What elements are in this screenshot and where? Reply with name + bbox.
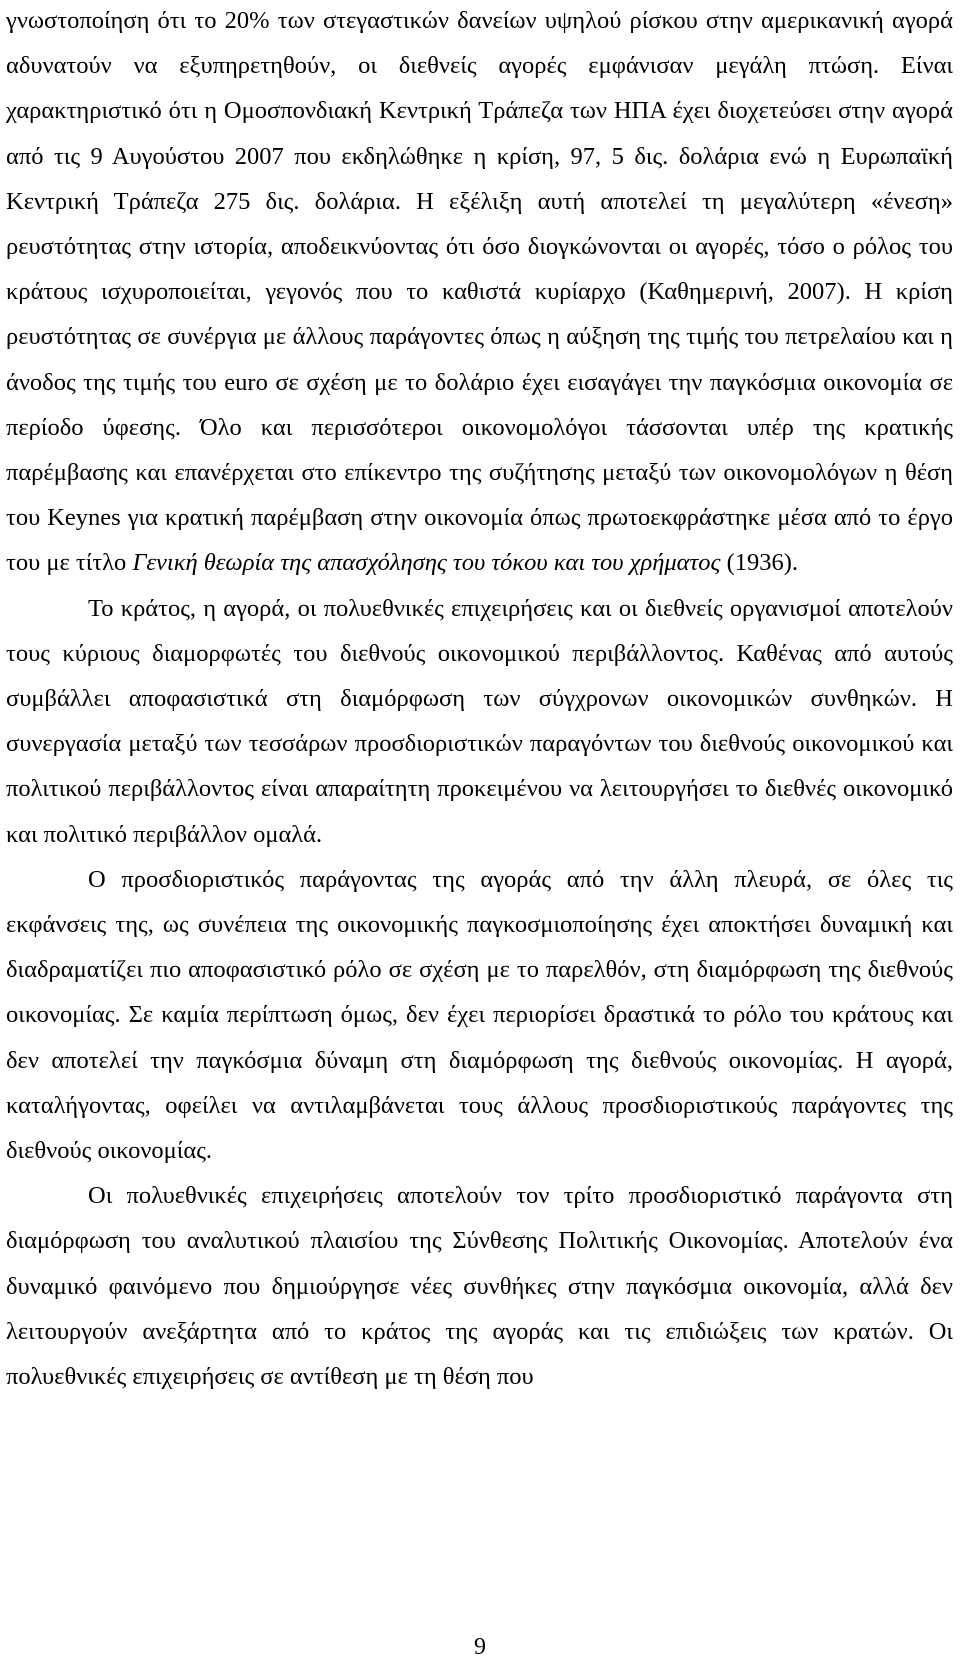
text-body xyxy=(6,0,953,1399)
paragraph-2-text: Το κράτος, η αγορά, οι πολυεθνικές επιχειρήσεις και οι διεθνείς οργανισμοί αποτελούν τους κύριους διαμορφωτές του διεθνούς οικονομικού περιβάλλοντος. Καθένας από αυτούς συμβάλλει αποφασιστικά στη διαμόρφωση των σύγχρονων οικονομικών συνθηκών. Η συνεργασία μεταξύ των τεσσάρων προσδιοριστικών παραγόντων του διεθνούς οικονομικού και πολιτικού περιβάλλοντος είναι απαραίτητη προκειμένου να λειτουργήσει το διεθνές οικονομικό και πολιτικό περιβάλλον ομαλά. xyxy=(6,594,953,848)
paragraph-4-text: Οι πολυεθνικές επιχειρήσεις αποτελούν τον τρίτο προσδιοριστικό παράγοντα στη διαμόρφωση του αναλυτικού πλαισίου της Σύνθεσης Πολιτικής Οικονομίας. Αποτελούν ένα δυναμικό φαινόμενο που δημιούργησε νέες συνθήκες στην παγκόσμια οικονομία, αλλά δεν λειτουργούν ανεξάρτητα από το κράτος της αγοράς και τις επιδιώξεις των κρατών. Οι πολυεθνικές επιχειρήσεις σε αντίθεση με τη θέση που xyxy=(6,1182,953,1391)
book-title-italic: Γενική θεωρία της απασχόλησης του τόκου και του χρήματος xyxy=(132,549,721,577)
paragraph-1-text: γνωστοποίηση ότι το 20% των στεγαστικών δανείων υψηλού ρίσκου στην αμερικανική αγορά αδυνατούν να εξυπηρετηθούν, οι διεθνείς αγορές εμφάνισαν μεγάλη πτώση. Είναι χαρακτηριστικό ότι η Ομοσπονδιακή Κεντρική Τράπεζα των ΗΠΑ έχει διοχετεύσει στην αγορά από τις 9 Αυγούστου 2007 που εκδηλώθηκε η κρίση, 97, 5 δις. δολάρια ενώ η Ευρωπαϊκή Κεντρική Τράπεζα 275 δις. δολάρια. Η εξέλιξη αυτή αποτελεί τη μεγαλύτερη «ένεση» ρευστότητας στην ιστορία, αποδεικνύοντας ότι όσο διογκώνονται οι αγορές, τόσο ο ρόλος του κράτους ισχυροποιείται, γεγονός που το καθιστά κυρίαρχο (Καθημερινή, 2007). Η κρίση ρευστότητας σε συνέργια με άλλους παράγοντες όπως η αύξηση της τιμής του πετρελαίου και η άνοδος της τιμής του euro σε σχέση με το δολάριο έχει εισαγάγει την παγκόσμια οικονομία σε περίοδο ύφεσης. Όλο και περισσότεροι οικονομολόγοι τάσσονται υπέρ της κρατικής παρέμβασης και επανέρχεται στο επίκεντρο της συζήτησης μεταξύ των οικονομολόγων η θέση του Keynes για κρατική παρέμβαση στην οικονομία όπως πρωτοεκφράστηκε μέσα από το έργο του με τίτλο xyxy=(6,7,953,577)
page-number: 9 xyxy=(474,1634,486,1660)
paragraph-3 xyxy=(6,857,953,1173)
paragraph-2 xyxy=(6,586,953,857)
paragraph-4 xyxy=(6,1173,953,1399)
paragraph-1-year: (1936). xyxy=(720,549,799,577)
paragraph-3-text: Ο προσδιοριστικός παράγοντας της αγοράς από την άλλη πλευρά, σε όλες τις εκφάνσεις της, ως συνέπεια της οικονομικής παγκοσμιοποίησης έχει αποκτήσει δυναμική και διαδραματίζει πιο αποφασιστικό ρόλο σε σχέση με το παρελθόν, στη διαμόρφωση της διεθνούς οικονομίας. Σε καμία περίπτωση όμως, δεν έχει περιορίσει δραστικά το ρόλο του κράτους και δεν αποτελεί την παγκόσμια δύναμη στη διαμόρφωση της διεθνούς οικονομίας. Η αγορά, καταλήγοντας, οφείλει να αντιλαμβάνεται τους άλλους προσδιοριστικούς παράγοντες της διεθνούς οικονομίας. xyxy=(6,865,953,1165)
paragraph-1 xyxy=(6,0,953,586)
